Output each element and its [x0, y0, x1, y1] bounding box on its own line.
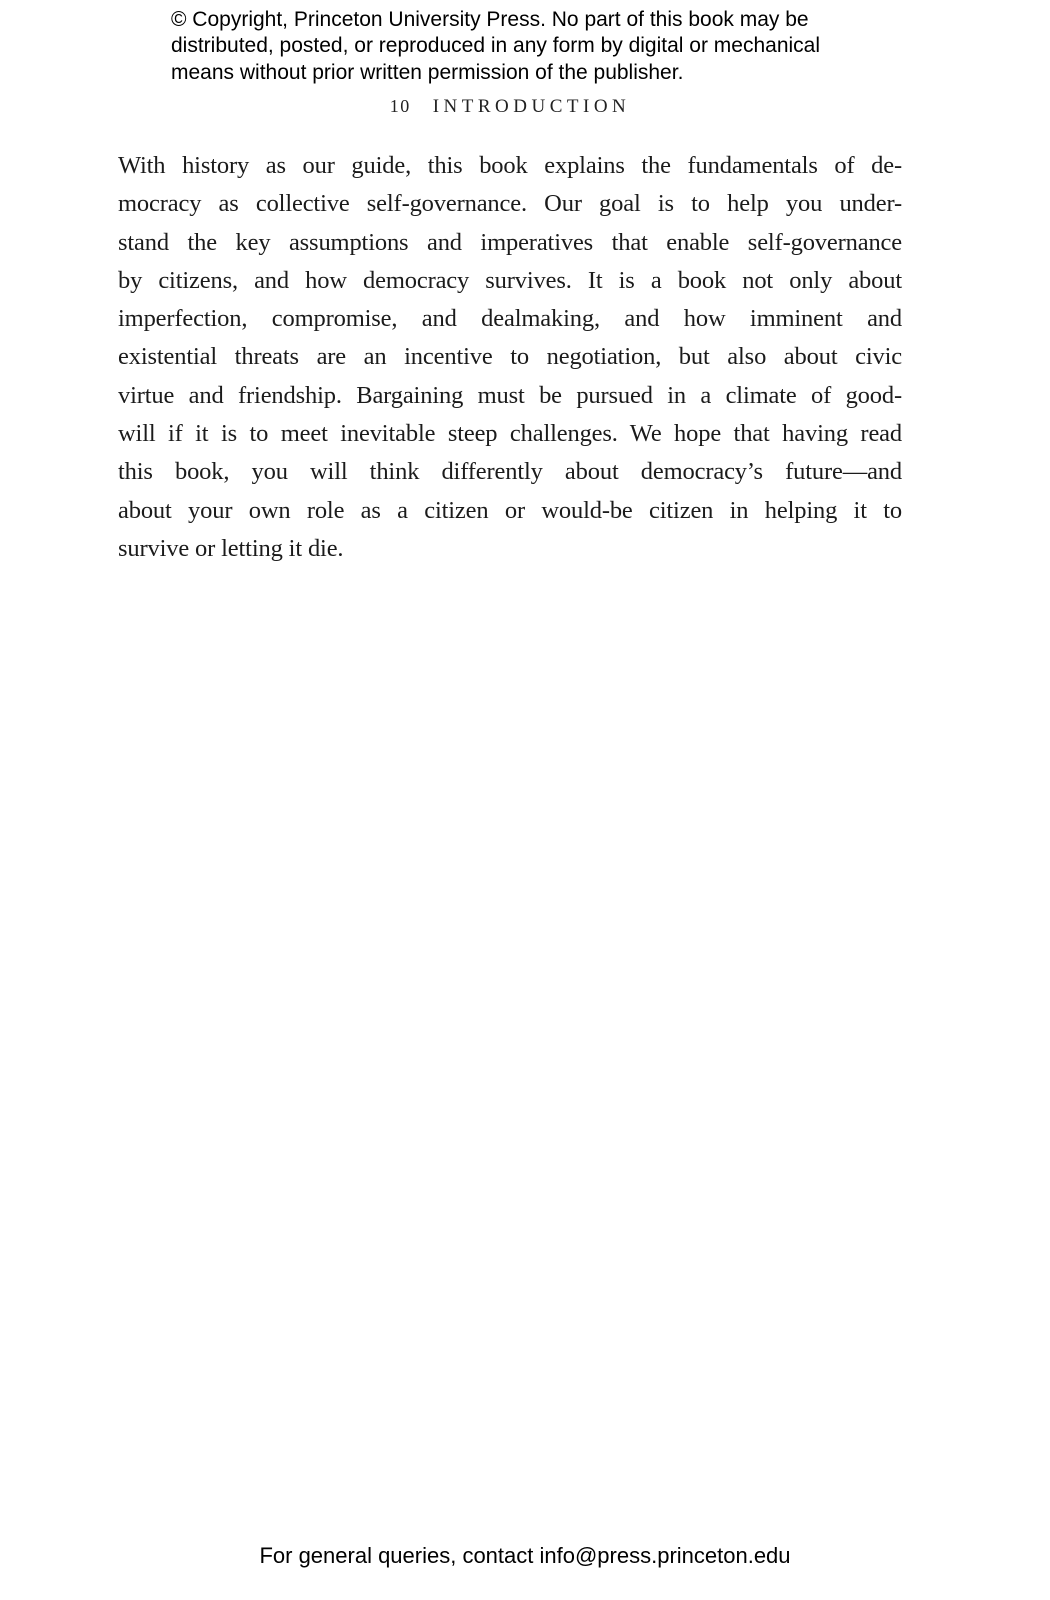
copyright-line: © Copyright, Princeton University Press. No part of this book may be [171, 8, 809, 31]
body-line: mocracy as collective self-governance. Our goal is to help you under- [118, 190, 902, 218]
body-line: imperfection, compromise, and dealmaking, and how imminent and [118, 305, 902, 333]
body-line: existential threats are an incentive to negotiation, but also about civic [118, 343, 902, 371]
body-line: about your own role as a citizen or would-be citizen in helping it to [118, 496, 902, 524]
paragraph [118, 147, 902, 568]
body-line: stand the key assumptions and imperatives that enable self-governance [118, 228, 902, 256]
body-line: survive or letting it die. [118, 534, 344, 562]
footer-contact: For general queries, contact info@press.princeton.edu [259, 1543, 791, 1568]
body-line: With history as our guide, this book explains the fundamentals of de- [118, 152, 902, 179]
body-line: will if it is to meet inevitable steep challenges. We hope that having read [118, 420, 902, 448]
copyright-line: means without prior written permission of the publisher. [171, 60, 684, 84]
page-number: 10 [389, 96, 411, 116]
copyright-line: distributed, posted, or reproduced in any form by digital or mechanical [171, 34, 821, 58]
body-line: virtue and friendship. Bargaining must be pursued in a climate of good- [118, 381, 902, 409]
copyright-notice [171, 7, 931, 86]
body-line: by citizens, and how democracy survives. It is a book not only about [118, 266, 902, 294]
chapter-title: INTRODUCTION [432, 96, 631, 117]
body-line: this book, you will think differently about democracy’s future—and [118, 458, 902, 486]
running-head [118, 96, 902, 118]
